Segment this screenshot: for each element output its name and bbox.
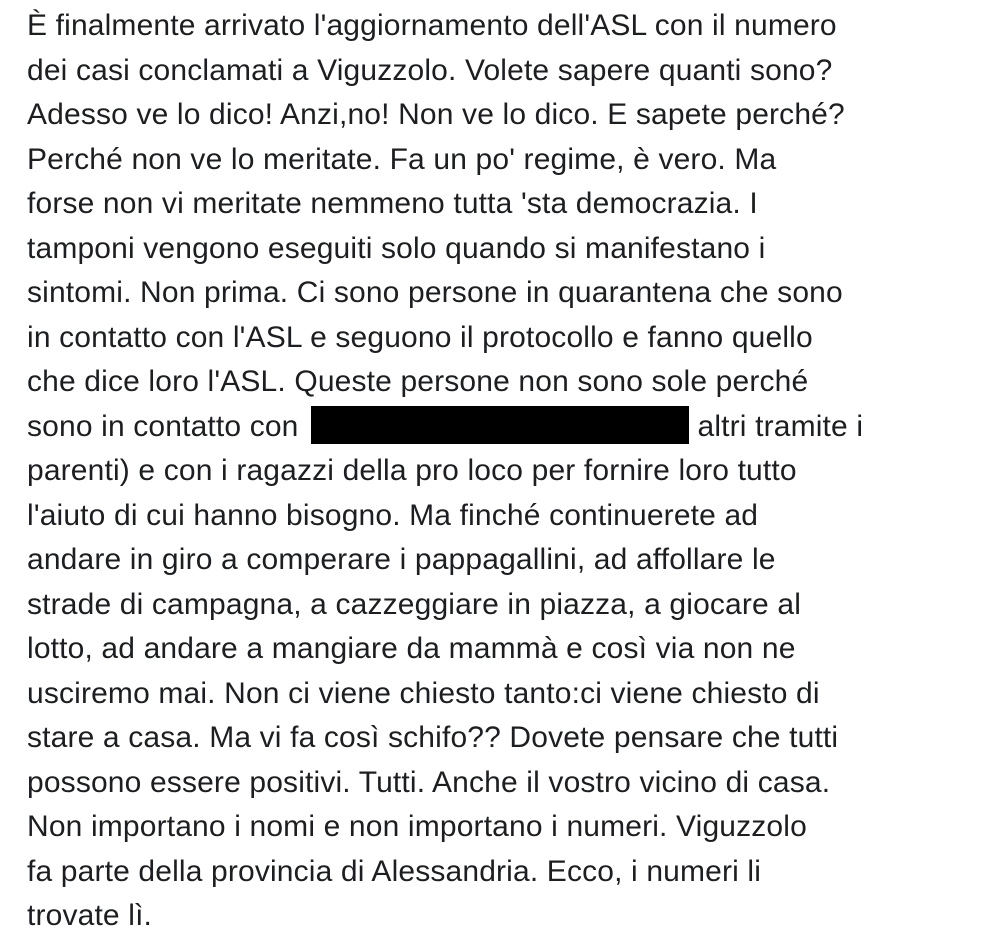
text-line: dei casi conclamati a Viguzzolo. Volete sapere quanti sono? — [27, 53, 833, 87]
text-line: in contatto con l'ASL e seguono il protocollo e fanno quello — [27, 320, 813, 354]
text-line: È finalmente arrivato l'aggiornamento dell'ASL con il numero — [27, 9, 837, 42]
text-line: tamponi vengono eseguiti solo quando si manifestano i — [27, 231, 766, 265]
text-line: Perché non ve lo meritate. Fa un po' regime, è vero. Ma — [27, 142, 777, 176]
text-line: lotto, ad andare a mangiare da mammà e così via non ne — [27, 632, 796, 665]
text-line: parenti) e con i ragazzi della pro loco per fornire loro tutto — [27, 454, 797, 487]
text-line: Non importano i nomi e non importano i numeri. Viguzzolo — [27, 810, 807, 843]
text-line: sintomi. Non prima. Ci sono persone in quarantena che sono — [27, 276, 843, 309]
text-line: possono essere positivi. Tutti. Anche il vostro vicino di casa. — [27, 765, 831, 799]
text-line: forse non vi meritate nemmeno tutta 'sta democrazia. I — [27, 187, 758, 220]
text-line: strade di campagna, a cazzeggiare in piazza, a giocare al — [27, 587, 802, 621]
text-before-redaction: sono in contatto con — [27, 409, 299, 443]
text-after-redaction: altri tramite i — [697, 409, 864, 443]
text-line: stare a casa. Ma vi fa così schifo?? Dovete pensare che tutti — [27, 721, 839, 754]
text-line: che dice loro l'ASL. Queste persone non sono sole perché — [27, 365, 809, 398]
text-line: andare in giro a comperare i pappagallini, ad affollare le — [27, 543, 776, 576]
text-line: Adesso ve lo dico! Anzi,no! Non ve lo dico. E sapete perché? — [27, 98, 845, 131]
text-line: fa parte della provincia di Alessandria. Ecco, i numeri li — [27, 854, 762, 888]
redaction-bar — [311, 406, 689, 444]
text-line: trovate lì. — [27, 899, 153, 932]
text-line-redacted — [27, 405, 987, 450]
text-line: usciremo mai. Non ci viene chiesto tanto:ci viene chiesto di — [27, 676, 820, 710]
text-line: l'aiuto di cui hanno bisogno. Ma finché continuerete ad — [27, 498, 759, 532]
post-text — [27, 4, 987, 939]
